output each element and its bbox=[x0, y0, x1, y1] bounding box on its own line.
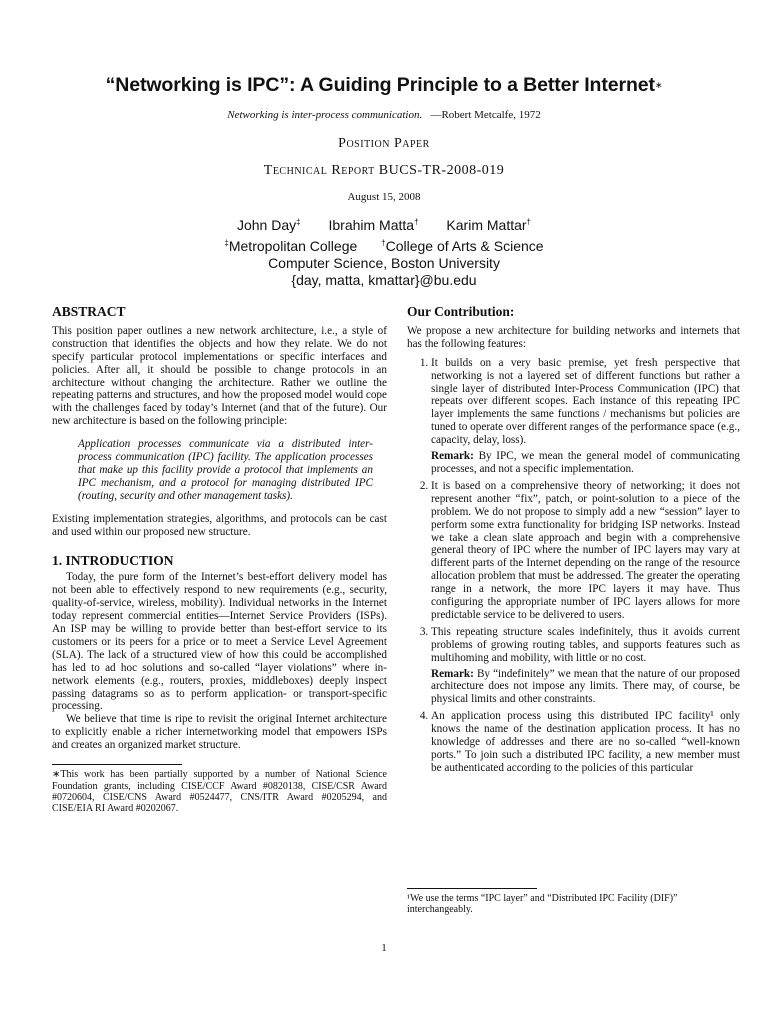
abstract-closing: Existing implementation strategies, algorithms, and protocols can be cast and used within our proposed new structure. bbox=[52, 512, 387, 538]
epigraph-quote: Networking is inter-process communication. bbox=[227, 109, 423, 121]
affiliation-colleges bbox=[0, 238, 768, 254]
introduction-paragraph-2: We believe that time is ripe to revisit the original Internet architecture to explicitly enable a richer internetworking model that empowers ISPs and creates an organized market structure. bbox=[52, 713, 387, 752]
paper-title: “Networking is IPC”: A Guiding Principle to a Better Internet∗ bbox=[105, 74, 663, 96]
contribution-list bbox=[407, 357, 740, 775]
introduction-heading: 1. INTRODUCTION bbox=[52, 552, 174, 568]
affiliation-department: Computer Science, Boston University bbox=[268, 255, 500, 271]
affiliation-arts-science: †College of Arts & Science bbox=[381, 238, 544, 254]
author: John Day‡ bbox=[236, 217, 301, 233]
funding-footnote: ∗This work has been partially supported by a number of National Science Foundation grants, including CISE/CCF Award #0820138, CISE/CSR Award #0720604, CISE/CNS Award #0524477, CNS/ITR Award #0205294, and CISE/EIA RI Award #0202067. bbox=[52, 769, 387, 815]
contribution-intro: We propose a new architecture for building networks and internets that has the following features: bbox=[407, 324, 740, 350]
author: Ibrahim Matta† bbox=[328, 217, 419, 233]
epigraph-author: —Robert Metcalfe, 1972 bbox=[430, 109, 541, 121]
contribution-heading: Our Contribution: bbox=[407, 304, 515, 319]
right-column bbox=[407, 306, 740, 779]
affiliation-metropolitan: ‡Metropolitan College bbox=[224, 238, 358, 254]
footnote-rule bbox=[52, 764, 182, 765]
footnote-rule bbox=[407, 888, 537, 889]
title-footnote-mark: ∗ bbox=[654, 80, 663, 90]
remark: Remark: By IPC, we mean the general model of communicating processes, and not a specific implementation. bbox=[431, 450, 741, 475]
paper-date: August 15, 2008 bbox=[347, 191, 421, 203]
list-item: 3. This repeating structure scales indefinitely, thus it avoids current problems of growing routing tables, and supports features such as multihoming and mobility, with little or no cost. Remark: By “indefinitely” we mean that the nature of our proposed architecture does not impose any limits. There may, of course, be physical limits and other constraints. bbox=[431, 626, 740, 706]
list-item: 1. It builds on a very basic premise, yet fresh perspective that networking is not a layered set of different functions but rather a single layer of distributed Inter-Process Communication (IPC) that repeats over different scopes. Each instance of this repeating IPC layer implements the same functions / mechanisms but policies are tuned to operate over different ranges of the performance space (e.g., capacity, delay, loss). Remark: By IPC, we mean the general model of communicating processes, and not a specific implementation. bbox=[431, 357, 740, 476]
right-footnote-block bbox=[407, 888, 740, 916]
paper-type: Position Paper bbox=[338, 136, 430, 151]
introduction-paragraph-1: Today, the pure form of the Internet’s best-effort delivery model has not been able to effectively respond to new requirements (e.g., security, quality-of-service, wireless, mobility). Individual networks in the Internet today represent commercial entities—Internet Service Providers (ISPs). An ISP may be willing to provide better than best-effort service to its customers or its peers for a price or to meet a Service Level Agreement (SLA). The lack of a structured view of how this could be accomplished has led to ad hoc solutions and so-called “layer violations” where in-network elements (e.g., routers, proxies, middleboxes) deeply inspect passing datagrams so as to perform application- or transport-specific processing. bbox=[52, 571, 387, 713]
left-column bbox=[52, 306, 387, 815]
epigraph bbox=[0, 109, 768, 121]
page-number: 1 bbox=[381, 942, 387, 954]
author-emails: {day, matta, kmattar}@bu.edu bbox=[291, 272, 477, 288]
abstract-principle: Application processes communicate via a distributed inter-process communication (IPC) facility. The application processes that make up this facility provide a protocol that implements an IPC mechanism, and a protocol for managing distributed IPC (routing, security and other management tasks). bbox=[78, 438, 373, 502]
report-number: Technical Report BUCS-TR-2008-019 bbox=[263, 163, 505, 178]
author-list bbox=[0, 217, 768, 233]
abstract-heading: ABSTRACT bbox=[52, 304, 126, 319]
list-item: 2. It is based on a comprehensive theory of networking; it does not represent another “fix”, patch, or point-solution to a piece of the problem. We do not propose to simply add a new “session” layer to perform some extra functionality for bridging ISP networks. Instead we take a clean slate approach and begin with a comprehensive general theory of IPC where the number of IPC layers may vary at different parts of the Internet depending on the range of the resource allocation problem that must be addressed. The greater the operating range in a network, the more IPC layers it may have. Thus configuring the appropriate number of IPC layers allows for more predictable service to be delivered to users. bbox=[431, 480, 740, 622]
ipc-footnote: ¹We use the terms “IPC layer” and “Distributed IPC Facility (DIF)” interchangeably. bbox=[407, 893, 678, 916]
list-item: 4. An application process using this distributed IPC facility¹ only knows the name of the destination application process. It has no knowledge of addresses and there are no so-called “well-known ports.” To join such a distributed IPC facility, a new member must be authenticated according to the policies of this particular bbox=[431, 710, 740, 775]
remark: Remark: By “indefinitely” we mean that the nature of our proposed architecture does not impose any limits. There may, of course, be physical limits and other constraints. bbox=[431, 667, 741, 706]
abstract-body: This position paper outlines a new network architecture, i.e., a style of construction that identifies the objects and how they relate. We do not specify particular protocol implementations or specific interfaces and policies. After all, it should be possible to change protocols in an architecture without changing the architecture. Rather we outline the repeating patterns and structures, and how the proposed model would cope with the challenges faced by today’s Internet (and that of the future). Our new architecture is based on the following principle: bbox=[52, 324, 387, 428]
author: Karim Mattar† bbox=[446, 217, 531, 233]
